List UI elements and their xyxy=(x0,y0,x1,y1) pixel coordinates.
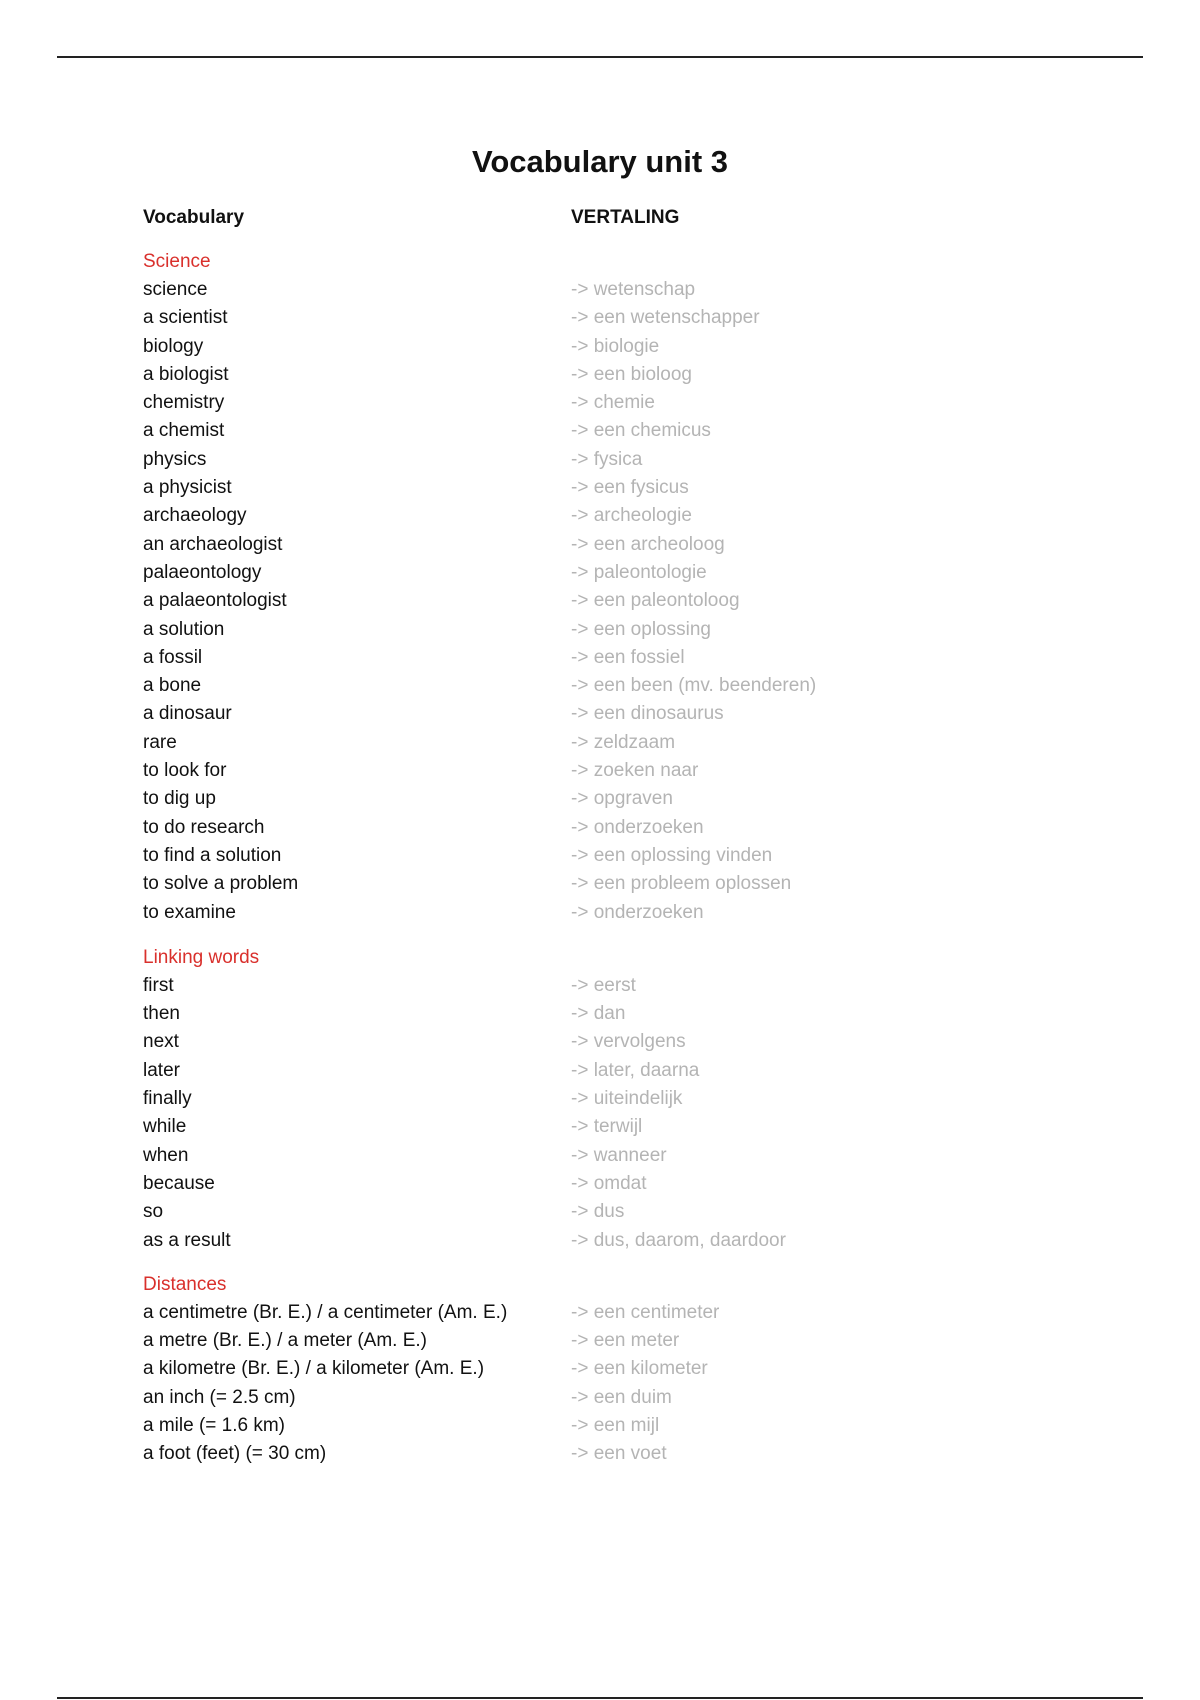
vocab-term: a foot (feet) (= 30 cm) xyxy=(143,1443,327,1465)
vocab-row xyxy=(143,700,1043,728)
vocab-term: because xyxy=(143,1172,215,1194)
vocab-translation: -> een paleontoloog xyxy=(571,590,740,612)
vocab-translation: -> terwijl xyxy=(571,1116,643,1138)
vocab-term: a scientist xyxy=(143,307,228,329)
vocab-term: biology xyxy=(143,335,204,357)
vocab-row xyxy=(143,531,1043,559)
vocab-row xyxy=(143,333,1043,361)
vocab-translation: -> een probleem oplossen xyxy=(571,873,792,895)
vocab-term: a chemist xyxy=(143,420,225,442)
vocab-row xyxy=(143,842,1043,870)
header-translation: VERTALING xyxy=(571,207,680,228)
vocab-translation: -> een kilometer xyxy=(571,1358,708,1380)
vocab-row xyxy=(143,389,1043,417)
vocab-term: next xyxy=(143,1031,179,1053)
vocab-translation: -> een meter xyxy=(571,1330,680,1352)
vocab-term: a palaeontologist xyxy=(143,590,287,612)
vocab-term: then xyxy=(143,1003,180,1025)
vocab-row xyxy=(143,1299,1043,1327)
vocab-row xyxy=(143,1142,1043,1170)
vocab-translation: -> een oplossing xyxy=(571,618,711,640)
vocab-term: science xyxy=(143,279,208,300)
vocab-translation: -> een mijl xyxy=(571,1414,660,1436)
vocab-translation: -> dus xyxy=(571,1201,625,1223)
vocab-row xyxy=(143,1085,1043,1113)
vocab-term: so xyxy=(143,1201,164,1223)
section-linking-words xyxy=(143,944,1043,1255)
vocab-translation: -> een been (mv. beenderen) xyxy=(571,675,817,697)
vocab-translation: -> paleontologie xyxy=(571,561,707,583)
section-science xyxy=(143,248,1043,927)
vocab-translation: -> chemie xyxy=(571,392,655,414)
vocab-translation: -> later, daarna xyxy=(571,1059,700,1081)
vocab-row xyxy=(143,276,1043,304)
vocab-term: a metre (Br. E.) / a meter (Am. E.) xyxy=(143,1330,427,1352)
column-headers xyxy=(143,203,1043,233)
vocab-term: a solution xyxy=(143,618,225,640)
vocab-term: a mile (= 1.6 km) xyxy=(143,1414,286,1436)
vocab-translation: -> opgraven xyxy=(571,788,673,810)
vocab-translation: -> zeldzaam xyxy=(571,731,676,753)
vocab-row xyxy=(143,417,1043,445)
vocab-term: a biologist xyxy=(143,363,229,385)
vocab-row xyxy=(143,814,1043,842)
vocab-term: when xyxy=(143,1144,189,1166)
vocab-row xyxy=(143,1412,1043,1440)
vocab-term: as a result xyxy=(143,1229,231,1251)
page-title: Vocabulary unit 3 xyxy=(471,144,729,179)
vocab-translation: -> onderzoeken xyxy=(571,816,704,838)
vocab-translation: -> dus, daarom, daardoor xyxy=(571,1229,786,1251)
vocab-term: a fossil xyxy=(143,646,203,668)
vocab-term: a centimetre (Br. E.) / a centimeter (Am. E.) xyxy=(143,1301,508,1323)
vocab-term: to do research xyxy=(143,816,265,838)
vocab-row xyxy=(143,616,1043,644)
vocab-term: rare xyxy=(143,731,177,753)
vocab-translation: -> dan xyxy=(571,1003,626,1025)
vocab-term: to find a solution xyxy=(143,844,282,866)
vocab-row xyxy=(143,672,1043,700)
vocab-term: chemistry xyxy=(143,392,225,414)
vocab-term: to examine xyxy=(143,901,236,923)
header-vocabulary: Vocabulary xyxy=(143,207,245,228)
vocabulary-list xyxy=(143,203,1043,1469)
vocab-row xyxy=(143,1384,1043,1412)
vocab-row xyxy=(143,644,1043,672)
vocab-row xyxy=(143,1327,1043,1355)
vocab-row xyxy=(143,502,1043,530)
top-rule xyxy=(57,56,1143,58)
vocab-translation: -> een oplossing vinden xyxy=(571,844,773,866)
section-title: Linking words xyxy=(143,946,260,968)
sections-container xyxy=(143,248,1043,1469)
vocab-term: to solve a problem xyxy=(143,873,299,895)
vocab-row xyxy=(143,1000,1043,1028)
vocab-row xyxy=(143,559,1043,587)
vocab-translation: -> zoeken naar xyxy=(571,760,699,782)
vocab-term: finally xyxy=(143,1088,192,1110)
vocab-translation: -> archeologie xyxy=(571,505,692,527)
vocab-translation: -> wanneer xyxy=(571,1144,667,1166)
vocab-term: physics xyxy=(143,448,207,470)
vocab-row xyxy=(143,899,1043,927)
vocab-row xyxy=(143,1355,1043,1383)
vocab-term: first xyxy=(143,974,174,996)
section-title: Distances xyxy=(143,1273,227,1295)
vocab-term: a kilometre (Br. E.) / a kilometer (Am. E.) xyxy=(143,1358,485,1380)
vocab-translation: -> uiteindelijk xyxy=(571,1088,683,1110)
vocab-translation: -> een fysicus xyxy=(571,477,689,499)
vocab-translation: -> een bioloog xyxy=(571,363,692,385)
section-title: Science xyxy=(143,251,211,272)
vocab-row xyxy=(143,474,1043,502)
vocab-row xyxy=(143,361,1043,389)
bottom-rule xyxy=(57,1697,1143,1699)
vocab-term: an archaeologist xyxy=(143,533,283,555)
vocab-translation: -> een chemicus xyxy=(571,420,711,442)
vocab-row xyxy=(143,304,1043,332)
vocab-term: while xyxy=(143,1116,187,1138)
vocab-row xyxy=(143,1170,1043,1198)
vocab-translation: -> omdat xyxy=(571,1172,647,1194)
vocab-translation: -> een fossiel xyxy=(571,646,685,668)
vocab-term: to dig up xyxy=(143,788,216,810)
vocab-row xyxy=(143,1227,1043,1255)
vocab-row xyxy=(143,1198,1043,1226)
vocab-term: palaeontology xyxy=(143,561,262,583)
vocab-row xyxy=(143,972,1043,1000)
vocab-translation: -> een centimeter xyxy=(571,1301,720,1323)
section-distances xyxy=(143,1271,1043,1469)
vocab-row xyxy=(143,870,1043,898)
vocab-translation: -> een archeoloog xyxy=(571,533,725,555)
vocab-row xyxy=(143,446,1043,474)
vocab-row xyxy=(143,1113,1043,1141)
vocab-translation: -> een dinosaurus xyxy=(571,703,724,725)
vocab-row xyxy=(143,587,1043,615)
vocab-translation: -> onderzoeken xyxy=(571,901,704,923)
vocab-translation: -> vervolgens xyxy=(571,1031,686,1053)
vocab-row xyxy=(143,1028,1043,1056)
vocab-row xyxy=(143,1440,1043,1468)
vocab-term: archaeology xyxy=(143,505,247,527)
vocab-term: a bone xyxy=(143,675,202,697)
vocab-term: to look for xyxy=(143,760,227,782)
vocab-translation: -> wetenschap xyxy=(571,279,696,300)
vocab-term: a physicist xyxy=(143,477,232,499)
vocab-translation: -> een voet xyxy=(571,1443,667,1465)
vocab-term: later xyxy=(143,1059,180,1081)
vocab-term: an inch (= 2.5 cm) xyxy=(143,1386,296,1408)
vocab-translation: -> eerst xyxy=(571,974,636,996)
vocab-row xyxy=(143,1057,1043,1085)
vocab-term: a dinosaur xyxy=(143,703,232,725)
vocab-row xyxy=(143,757,1043,785)
vocab-row xyxy=(143,729,1043,757)
vocab-translation: -> fysica xyxy=(571,448,643,470)
vocab-row xyxy=(143,785,1043,813)
vocab-translation: -> biologie xyxy=(571,335,660,357)
vocab-translation: -> een duim xyxy=(571,1386,672,1408)
vocab-translation: -> een wetenschapper xyxy=(571,307,760,329)
